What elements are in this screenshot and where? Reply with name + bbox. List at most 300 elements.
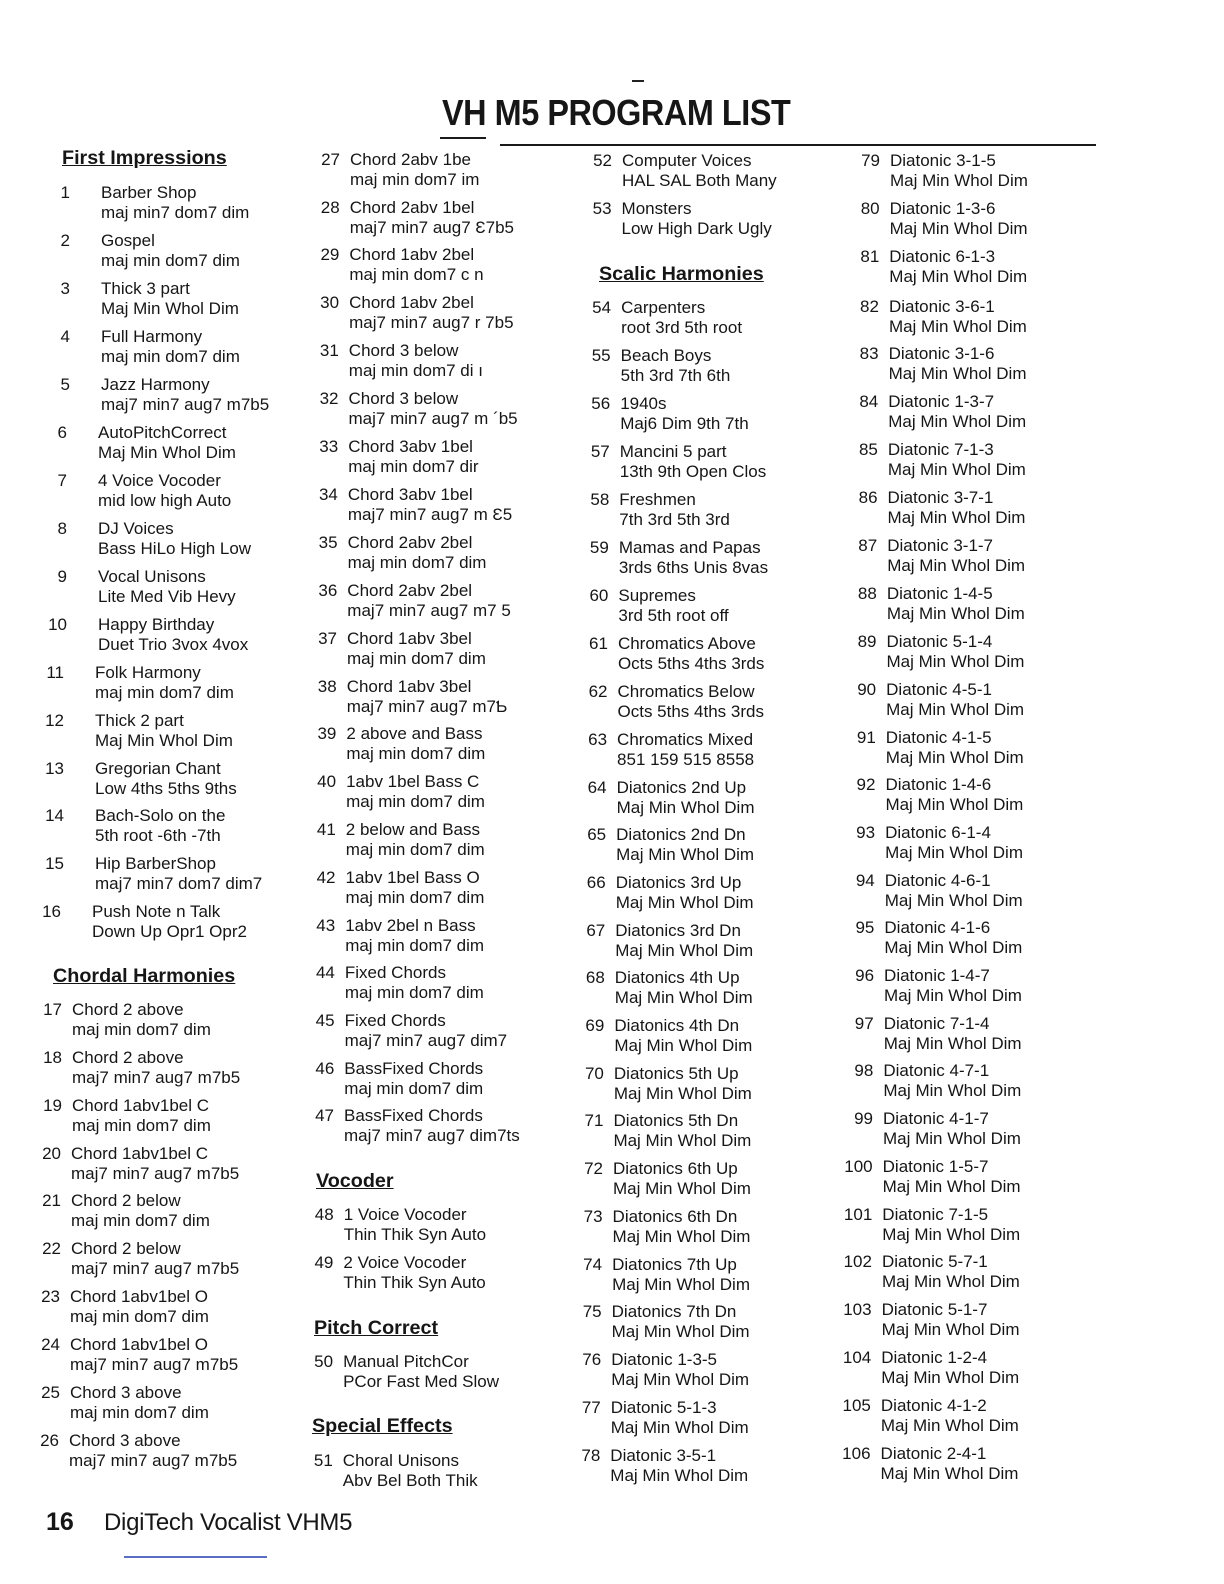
program-number: 98: [854, 1061, 874, 1080]
program-options: Maj Min Whol Dim: [885, 843, 1023, 862]
program-options: Maj Min Whol Dim: [612, 1275, 750, 1294]
program-name: Chord 2abv 1be: [350, 150, 471, 169]
program-name: Monsters: [621, 199, 692, 218]
program-options: maj min dom7 im: [350, 170, 480, 189]
program-number: 68: [585, 968, 605, 987]
program-number: 78: [581, 1446, 601, 1465]
program-options: Maj Min Whol Dim: [614, 988, 753, 1007]
program-name: Diatonic 3-1-7: [887, 536, 994, 555]
program-number: 79: [861, 151, 880, 170]
program-name: Carpenters: [621, 298, 706, 317]
program-number: 100: [844, 1157, 873, 1176]
program-options: Maj Min Whol Dim: [885, 748, 1024, 767]
program-name: Diatonic 4-1-5: [885, 728, 992, 747]
program-number: 7: [57, 471, 67, 490]
program-options: maj7 min7 aug7 dim7ts: [344, 1126, 520, 1145]
program-options: Maj Min Whol Dim: [611, 1370, 750, 1389]
program-name: Diatonic 4-5-1: [886, 680, 992, 699]
program-number: 3: [60, 279, 70, 298]
program-name: Chord 3abv 1bel: [347, 485, 473, 504]
program-name: Chromatics Below: [617, 682, 755, 701]
program-name: Diatonics 2nd Dn: [616, 825, 746, 844]
program-name: Thick 3 part: [101, 279, 190, 298]
program-name: Diatonic 5-1-7: [881, 1300, 988, 1319]
program-options: 5th 3rd 7th 6th: [620, 366, 731, 385]
program-number: 39: [317, 724, 337, 743]
program-options: maj7 min7 aug7 m7b5: [71, 1259, 240, 1278]
program-options: Maj Min Whol Dim: [615, 941, 754, 960]
program-number: 69: [585, 1016, 605, 1035]
program-number: 49: [314, 1253, 334, 1272]
program-number: 62: [588, 682, 608, 701]
program-options: maj min dom7 c n: [349, 265, 484, 284]
program-name: Chord 2 below: [71, 1191, 181, 1210]
program-number: 8: [57, 519, 67, 538]
program-name: Chord 1abv1bel O: [70, 1335, 208, 1354]
program-name: Barber Shop: [101, 183, 197, 202]
program-number: 86: [858, 488, 878, 507]
program-name: Diatonic 1-4-7: [884, 966, 990, 985]
program-number: 16: [42, 902, 61, 921]
program-number: 65: [587, 825, 607, 844]
program-options: maj7 min7 aug7 m7b5: [71, 1164, 240, 1183]
program-number: 53: [592, 199, 612, 218]
program-options: Down Up Opr1 Opr2: [92, 922, 247, 941]
program-name: Chord 2abv 2bel: [347, 533, 473, 552]
program-options: Maj Min Whol Dim: [615, 893, 754, 912]
program-name: Diatonics 4th Up: [614, 968, 740, 987]
program-number: 19: [43, 1096, 62, 1115]
program-name: Beach Boys: [620, 346, 712, 365]
program-name: 1940s: [620, 394, 667, 413]
title-mark: [632, 80, 644, 82]
program-number: 99: [854, 1109, 873, 1128]
program-name: Diatonic 6-1-4: [885, 823, 991, 842]
program-options: maj min dom7 dim: [72, 1020, 211, 1039]
program-name: Supremes: [618, 586, 696, 605]
program-options: maj min dom7 dim: [70, 1307, 209, 1326]
program-options: maj min dom7 dim: [95, 683, 234, 702]
program-name: Diatonics 6th Up: [613, 1159, 738, 1178]
program-number: 23: [41, 1287, 60, 1306]
program-name: Diatonic 3-6-1: [888, 297, 995, 316]
program-number: 105: [842, 1396, 871, 1415]
program-number: 56: [591, 394, 611, 413]
program-options: maj min dom7 dim: [345, 888, 485, 907]
program-options: Maj Min Whol Dim: [881, 1368, 1020, 1387]
program-number: 27: [321, 150, 340, 169]
program-options: mid low high Auto: [98, 491, 232, 510]
program-name: Diatonic 2-4-1: [880, 1444, 987, 1463]
program-options: maj min dom7 dim: [70, 1403, 209, 1422]
program-options: 851 159 515 8558: [617, 750, 755, 769]
program-number: 2: [60, 231, 70, 250]
footer-title: DigiTech Vocalist VHM5: [104, 1509, 353, 1536]
program-number: 73: [583, 1207, 603, 1226]
program-options: Maj Min Whol Dim: [883, 1129, 1021, 1148]
program-options: Low High Dark Ugly: [621, 219, 772, 238]
program-options: Maj Min Whol Dim: [890, 171, 1028, 190]
program-options: maj min dom7 dim: [344, 1079, 484, 1098]
program-name: Diatonic 7-1-3: [887, 440, 994, 459]
program-options: Thin Thik Syn Auto: [343, 1225, 487, 1244]
program-options: Maj Min Whol Dim: [616, 845, 755, 864]
program-number: 42: [316, 868, 336, 887]
program-options: maj7 min7 aug7 m7b5: [101, 395, 270, 414]
program-number: 35: [318, 533, 338, 552]
program-number: 94: [855, 871, 875, 890]
program-options: Maj Min Whol Dim: [889, 267, 1028, 286]
program-number: 77: [581, 1398, 601, 1417]
program-number: 64: [587, 778, 607, 797]
program-options: PCor Fast Med Slow: [343, 1372, 499, 1391]
program-options: maj min dom7 dim: [346, 744, 486, 763]
program-options: maj7 min7 aug7 r 7b5: [349, 313, 514, 332]
program-number: 106: [842, 1444, 871, 1463]
title-rule: [500, 144, 1096, 146]
program-name: Mamas and Papas: [618, 538, 761, 557]
program-options: Duet Trio 3vox 4vox: [98, 635, 249, 654]
program-options: Maj Min Whol Dim: [886, 700, 1025, 719]
program-number: 67: [586, 921, 606, 940]
program-name: Push Note n Talk: [92, 902, 221, 921]
program-name: Chord 2abv 2bel: [347, 581, 473, 600]
program-number: 12: [45, 711, 64, 730]
program-options: Maj6 Dim 9th 7th: [620, 414, 749, 433]
program-name: Fixed Chords: [344, 963, 446, 982]
program-name: Diatonic 1-5-7: [882, 1157, 989, 1176]
program-name: Bach-Solo on the: [95, 806, 226, 825]
program-options: Maj Min Whol Dim: [888, 317, 1027, 336]
program-number: 59: [589, 538, 609, 557]
program-number: 87: [858, 536, 878, 555]
program-number: 10: [48, 615, 67, 634]
program-number: 15: [45, 854, 64, 873]
program-name: Chord 1abv1bel O: [70, 1287, 208, 1306]
program-name: 2 above and Bass: [346, 724, 483, 743]
section-heading-scalic-harmonies: Scalic Harmonies: [599, 264, 764, 285]
program-name: Diatonic 5-1-3: [610, 1398, 717, 1417]
program-name: Diatonic 1-3-5: [611, 1350, 718, 1369]
program-name: Chord 2 below: [71, 1239, 181, 1258]
program-number: 96: [855, 966, 875, 985]
program-options: maj min dom7 dim: [347, 553, 487, 572]
program-name: 1abv 1bel Bass O: [345, 868, 480, 887]
program-name: Diatonic 1-4-5: [886, 584, 993, 603]
program-number: 71: [584, 1111, 604, 1130]
program-number: 104: [842, 1348, 872, 1367]
program-name: Diatonics 4th Dn: [614, 1016, 740, 1035]
program-number: 88: [857, 584, 877, 603]
program-options: maj min dom7 dim: [101, 347, 240, 366]
program-name: Hip BarberShop: [95, 854, 216, 873]
program-name: 1abv 2bel n Bass: [345, 916, 476, 935]
program-name: Diatonics 6th Dn: [612, 1207, 738, 1226]
program-options: 7th 3rd 5th 3rd: [619, 510, 730, 529]
program-name: Diatonics 5th Up: [613, 1064, 739, 1083]
program-number: 31: [319, 341, 339, 360]
program-options: Maj Min Whol Dim: [882, 1177, 1021, 1196]
program-options: Maj Min Whol Dim: [880, 1416, 1019, 1435]
program-name: 1 Voice Vocoder: [343, 1205, 467, 1224]
section-heading-vocoder: Vocoder: [316, 1171, 394, 1192]
program-name: Full Harmony: [101, 327, 203, 346]
section-heading-chordal-harmonies: Chordal Harmonies: [53, 966, 236, 987]
program-options: maj min dom7 di ı: [348, 361, 483, 380]
program-options: Maj Min Whol Dim: [101, 299, 239, 318]
program-name: Diatonics 7th Up: [612, 1255, 737, 1274]
program-name: Diatonic 3-7-1: [887, 488, 994, 507]
program-options: Maj Min Whol Dim: [613, 1084, 752, 1103]
program-name: Diatonic 3-1-6: [888, 344, 995, 363]
program-options: 5th root -6th -7th: [95, 826, 221, 845]
program-name: Diatonic 5-7-1: [881, 1252, 988, 1271]
program-number: 89: [857, 632, 877, 651]
program-options: Maj Min Whol Dim: [881, 1272, 1020, 1291]
program-name: Chord 1abv 3bel: [347, 629, 472, 648]
program-name: Diatonics 3rd Dn: [615, 921, 741, 940]
program-name: Chromatics Above: [617, 634, 756, 653]
program-number: 13: [45, 759, 64, 778]
title-rule-left: [440, 137, 486, 139]
program-number: 95: [855, 918, 875, 937]
program-name: Chord 3 above: [70, 1383, 182, 1402]
program-options: Maj Min Whol Dim: [886, 604, 1025, 623]
program-number: 72: [584, 1159, 603, 1178]
program-name: Vocal Unisons: [98, 567, 206, 586]
program-name: Diatonics 5th Dn: [613, 1111, 739, 1130]
program-options: Maj Min Whol Dim: [610, 1466, 749, 1485]
program-number: 1: [60, 183, 70, 202]
program-number: 43: [316, 916, 336, 935]
program-options: Maj Min Whol Dim: [884, 986, 1022, 1005]
program-number: 41: [316, 820, 336, 839]
program-name: Diatonic 1-4-6: [885, 775, 992, 794]
program-name: Chord 3 below: [348, 389, 459, 408]
program-number: 91: [856, 728, 876, 747]
bottom-blue-line: [124, 1556, 267, 1558]
program-number: 34: [318, 485, 338, 504]
program-name: Happy Birthday: [98, 615, 215, 634]
program-number: 83: [859, 344, 879, 363]
program-name: Choral Unisons: [342, 1451, 460, 1470]
program-name: Diatonic 3-1-5: [890, 151, 996, 170]
program-name: BassFixed Chords: [344, 1106, 483, 1125]
program-number: 102: [843, 1252, 872, 1271]
program-name: Chord 1abv 2bel: [349, 245, 475, 264]
program-options: Maj Min Whol Dim: [886, 652, 1025, 671]
program-name: Diatonic 7-1-4: [883, 1014, 990, 1033]
program-options: Thin Thik Syn Auto: [343, 1273, 486, 1292]
program-options: maj min dom7 dim: [346, 792, 485, 811]
program-name: Thick 2 part: [95, 711, 184, 730]
program-options: maj7 min7 aug7 m7 5: [347, 601, 511, 620]
program-options: 13th 9th Open Clos: [619, 462, 767, 481]
page-number: 16: [46, 1508, 74, 1536]
program-number: 84: [859, 392, 879, 411]
program-options: Abv Bel Both Thik: [342, 1471, 478, 1490]
program-number: 50: [314, 1352, 334, 1371]
program-name: Chord 3 below: [348, 341, 459, 360]
program-options: Lite Med Vib Hevy: [98, 587, 236, 606]
program-number: 46: [315, 1059, 335, 1078]
program-options: Octs 5ths 4ths 3rds: [617, 654, 765, 673]
program-name: Chord 2 above: [72, 1048, 184, 1067]
program-options: Maj Min Whol Dim: [883, 1081, 1022, 1100]
program-options: Maj Min Whol Dim: [611, 1322, 750, 1341]
program-number: 28: [320, 198, 340, 217]
program-number: 37: [318, 629, 337, 648]
program-number: 61: [589, 634, 608, 653]
program-options: Maj Min Whol Dim: [887, 460, 1026, 479]
program-number: 30: [320, 293, 340, 312]
program-name: Diatonics 7th Dn: [611, 1302, 737, 1321]
program-name: 4 Voice Vocoder: [98, 471, 221, 490]
program-number: 70: [584, 1064, 604, 1083]
program-options: maj min7 dom7 dim: [101, 203, 250, 222]
program-number: 81: [860, 247, 880, 266]
program-options: maj7 min7 aug7 m ´b5: [348, 409, 518, 428]
program-number: 14: [45, 806, 64, 825]
program-options: maj min dom7 dim: [347, 649, 486, 668]
program-options: Maj Min Whol Dim: [888, 412, 1027, 431]
program-options: Maj Min Whol Dim: [888, 364, 1027, 383]
program-options: Maj Min Whol Dim: [98, 443, 236, 462]
program-options: maj min dom7 dim: [72, 1116, 211, 1135]
program-name: Mancini 5 part: [619, 442, 727, 461]
program-number: 66: [586, 873, 606, 892]
program-number: 11: [46, 663, 64, 682]
program-number: 51: [313, 1451, 333, 1470]
program-name: Diatonic 1-3-7: [888, 392, 995, 411]
program-number: 60: [589, 586, 609, 605]
program-name: Jazz Harmony: [101, 375, 210, 394]
program-name: Diatonic 4-1-7: [883, 1109, 989, 1128]
section-heading-pitch-correct: Pitch Correct: [314, 1318, 439, 1339]
program-number: 101: [843, 1205, 873, 1224]
program-name: Diatonic 4-1-6: [884, 918, 991, 937]
program-number: 6: [57, 423, 67, 442]
program-number: 75: [582, 1302, 602, 1321]
program-options: Maj Min Whol Dim: [885, 795, 1024, 814]
program-number: 40: [317, 772, 337, 791]
program-name: Diatonics 2nd Up: [616, 778, 747, 797]
program-name: Chord 1abv1bel C: [71, 1144, 209, 1163]
program-number: 22: [42, 1239, 61, 1258]
program-name: Diatonic 1-2-4: [881, 1348, 988, 1367]
program-name: Diatonic 7-1-5: [882, 1205, 989, 1224]
program-options: 3rd 5th root off: [618, 606, 729, 625]
program-name: Diatonic 3-5-1: [610, 1446, 717, 1465]
program-options: Maj Min Whol Dim: [613, 1179, 751, 1198]
program-options: 3rds 6ths Unis 8vas: [618, 558, 769, 577]
program-number: 21: [42, 1191, 61, 1210]
program-number: 38: [317, 677, 337, 696]
section-heading-first-impressions: First Impressions: [62, 148, 227, 169]
program-name: Chord 1abv 3bel: [346, 677, 472, 696]
program-name: Chord 1abv 2bel: [349, 293, 474, 312]
program-options: Maj Min Whol Dim: [889, 219, 1028, 238]
program-number: 5: [60, 375, 70, 394]
program-options: root 3rd 5th root: [621, 318, 743, 337]
program-number: 54: [592, 298, 612, 317]
program-name: Gregorian Chant: [95, 759, 221, 778]
section-heading-special-effects: Special Effects: [312, 1416, 453, 1437]
program-options: maj7 min7 aug7 m7b5: [69, 1451, 238, 1470]
program-options: maj7 min7 aug7 m7b5: [72, 1068, 241, 1087]
program-number: 24: [41, 1335, 60, 1354]
program-options: maj7 min7 aug7 m7Ƅ: [346, 697, 508, 716]
program-number: 9: [57, 567, 67, 586]
program-options: Maj Min Whol Dim: [881, 1320, 1020, 1339]
program-name: Diatonic 6-1-3: [889, 247, 996, 266]
program-name: Diatonic 4-1-2: [880, 1396, 987, 1415]
program-number: 57: [590, 442, 610, 461]
program-number: 17: [43, 1000, 62, 1019]
program-options: Octs 5ths 4ths 3rds: [617, 702, 764, 721]
page-title: VH M5 PROGRAM LIST: [442, 92, 791, 133]
program-options: Maj Min Whol Dim: [612, 1227, 751, 1246]
program-number: 52: [593, 151, 612, 170]
program-number: 97: [854, 1014, 874, 1033]
program-options: maj7 min7 aug7 m7b5: [70, 1355, 239, 1374]
program-number: 63: [588, 730, 608, 749]
program-name: 1abv 1bel Bass C: [346, 772, 480, 791]
program-number: 80: [860, 199, 880, 218]
program-name: Chord 1abv1bel C: [72, 1096, 210, 1115]
program-name: BassFixed Chords: [344, 1059, 484, 1078]
program-options: Maj Min Whol Dim: [613, 1131, 752, 1150]
program-name: Fixed Chords: [344, 1011, 446, 1030]
program-options: maj min dom7 dim: [101, 251, 240, 270]
program-name: Folk Harmony: [95, 663, 201, 682]
program-options: maj7 min7 dom7 dim7: [95, 874, 263, 893]
program-options: Maj Min Whol Dim: [887, 556, 1026, 575]
program-options: Maj Min Whol Dim: [883, 1034, 1022, 1053]
program-options: Maj Min Whol Dim: [884, 891, 1023, 910]
program-options: maj7 min7 aug7 Ɛ7b5: [349, 218, 515, 237]
program-options: Maj Min Whol Dim: [610, 1418, 749, 1437]
program-number: 55: [591, 346, 611, 365]
program-options: Maj Min Whol Dim: [882, 1225, 1021, 1244]
program-name: Freshmen: [619, 490, 696, 509]
program-number: 20: [42, 1144, 61, 1163]
program-number: 45: [315, 1011, 335, 1030]
program-name: 2 below and Bass: [345, 820, 480, 839]
program-name: Chord 3 above: [69, 1431, 181, 1450]
program-options: maj min dom7 dim: [345, 936, 485, 955]
program-number: 93: [856, 823, 876, 842]
program-options: Maj Min Whol Dim: [880, 1464, 1019, 1483]
program-options: Maj Min Whol Dim: [95, 731, 233, 750]
program-number: 74: [583, 1255, 603, 1274]
program-options: Maj Min Whol Dim: [614, 1036, 753, 1055]
program-options: maj min dom7 dir: [348, 457, 479, 476]
program-options: HAL SAL Both Many: [622, 171, 777, 190]
program-number: 25: [41, 1383, 60, 1402]
program-number: 44: [315, 963, 335, 982]
program-name: Diatonic 1-3-6: [889, 199, 996, 218]
program-number: 85: [858, 440, 878, 459]
program-name: Diatonic 4-6-1: [884, 871, 991, 890]
program-options: Low 4ths 5ths 9ths: [95, 779, 237, 798]
program-options: Maj Min Whol Dim: [616, 798, 755, 817]
program-number: 58: [590, 490, 610, 509]
program-name: Chord 2abv 1bel: [349, 198, 475, 217]
program-options: maj7 min7 aug7 m Ɛ5: [347, 505, 513, 524]
program-number: 48: [314, 1205, 334, 1224]
program-options: maj min dom7 dim: [344, 983, 484, 1002]
